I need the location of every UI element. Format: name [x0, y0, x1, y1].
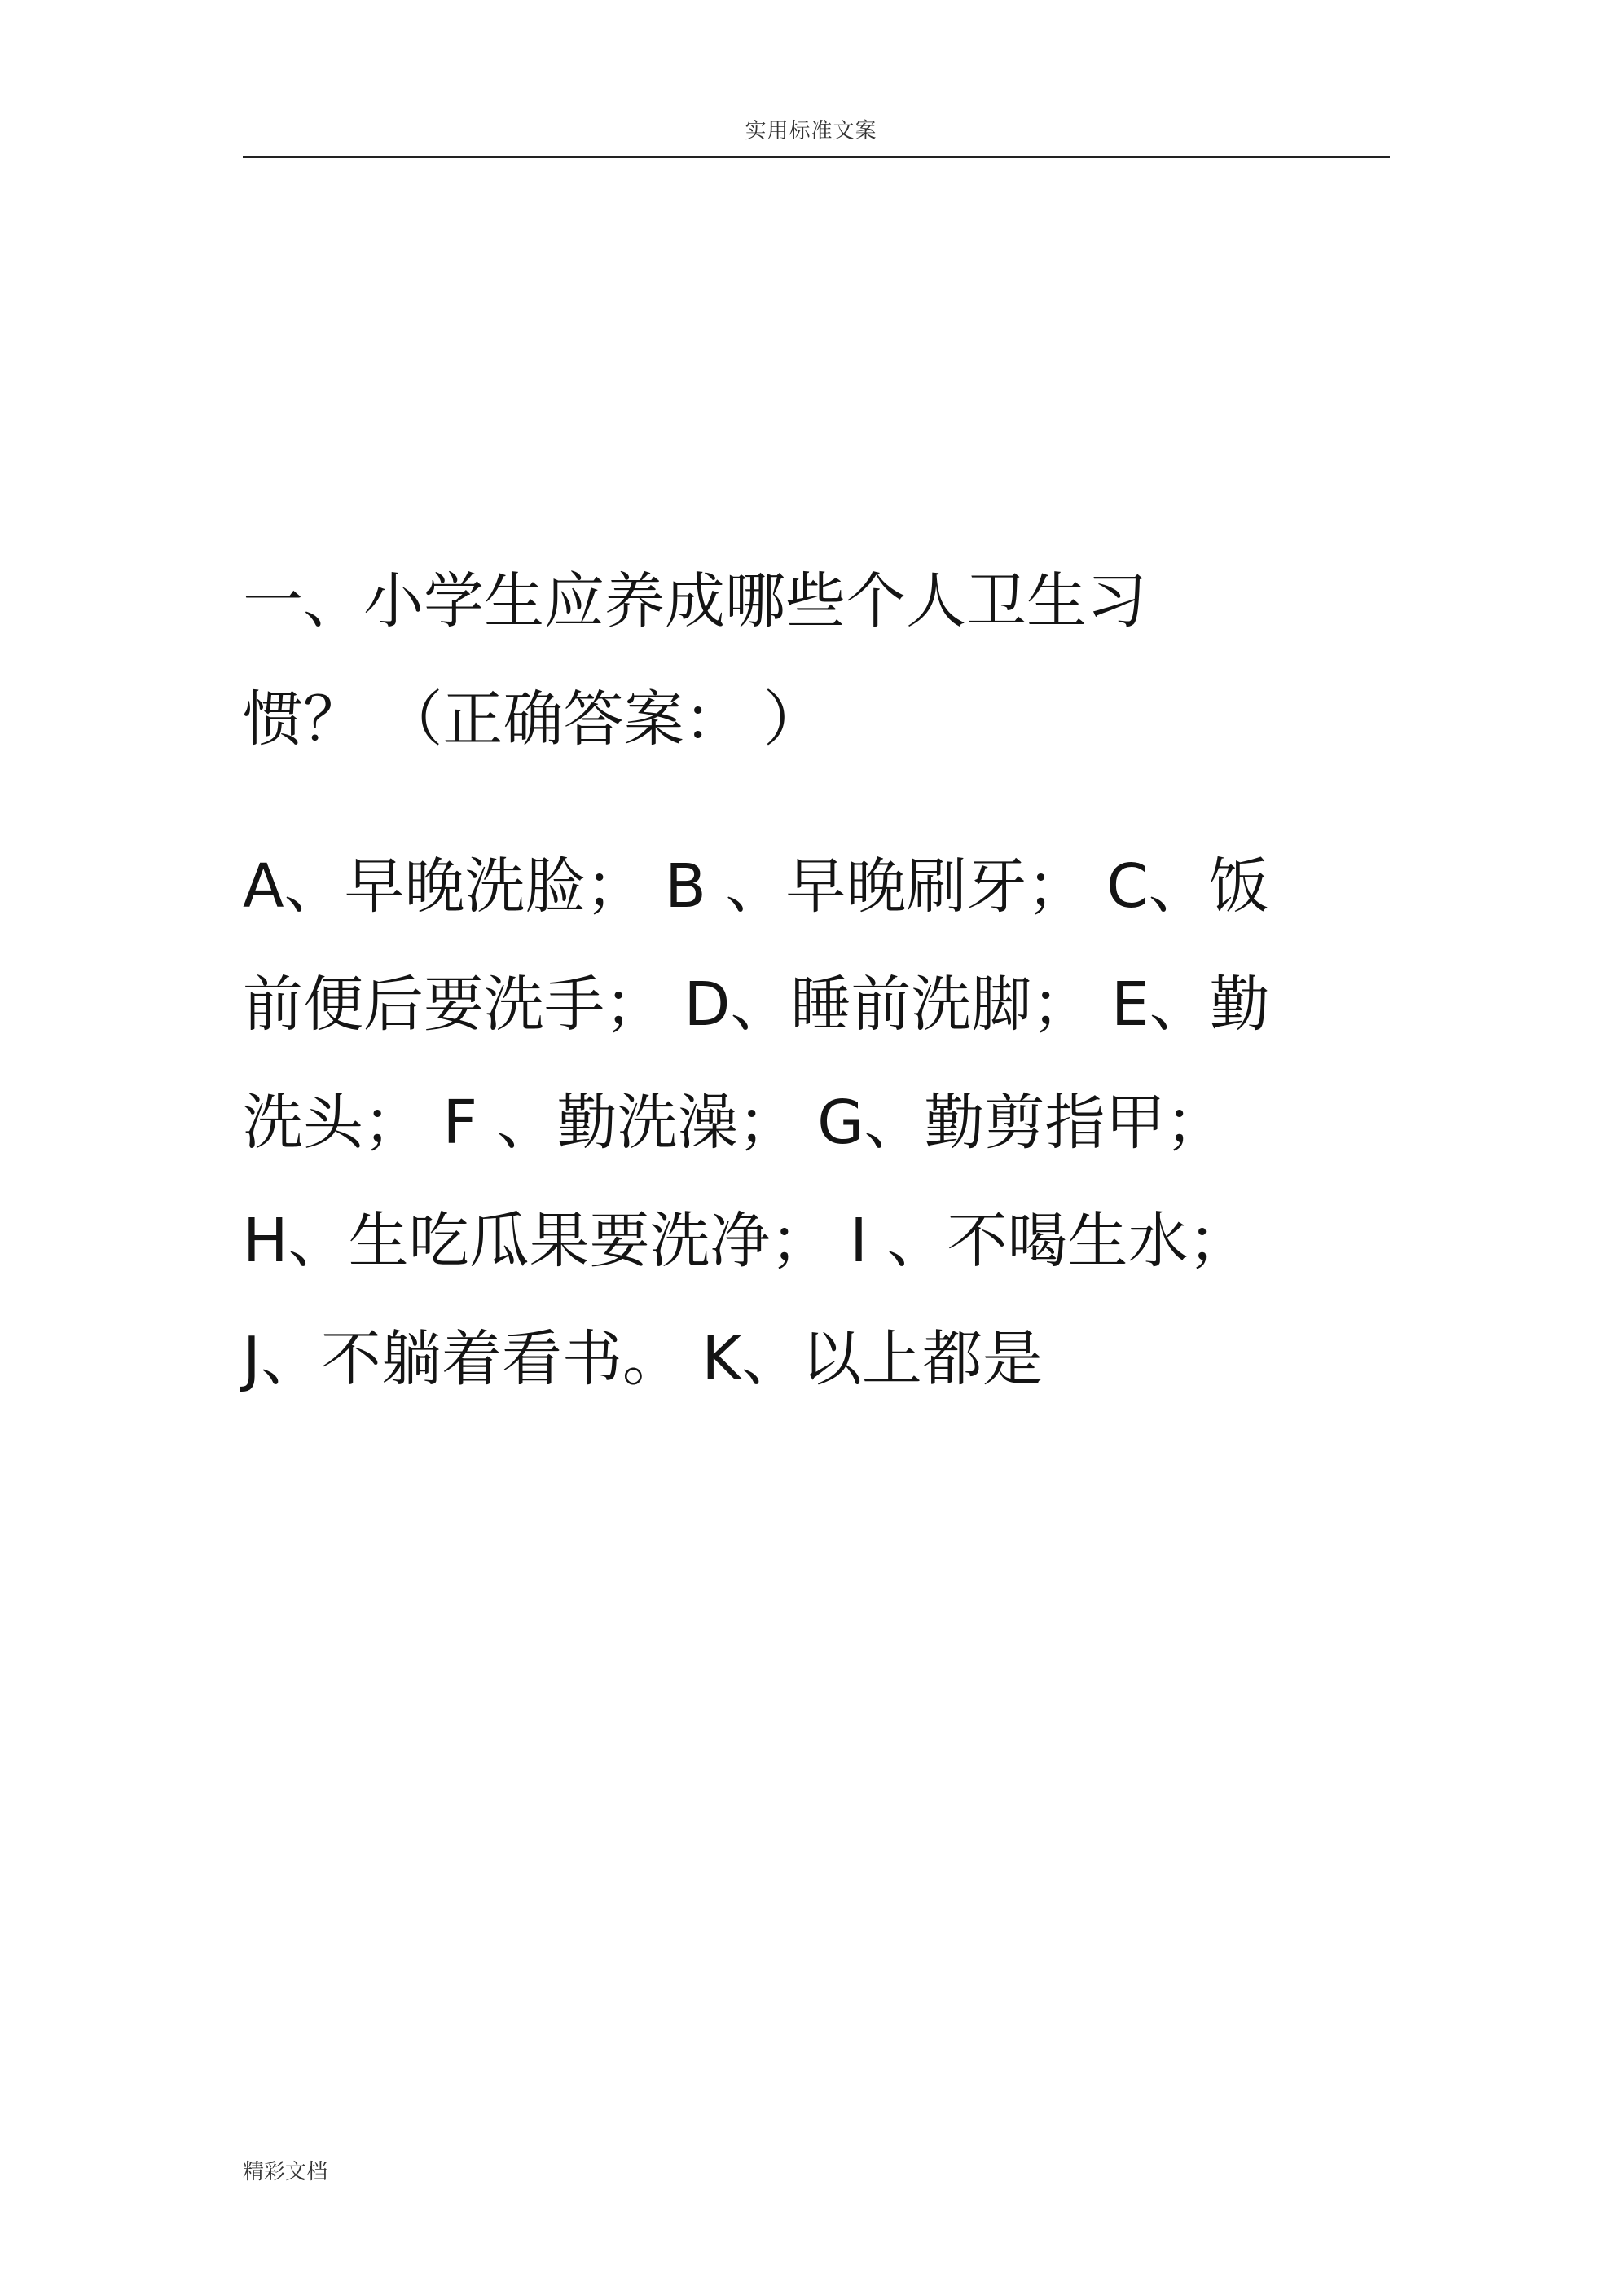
option-line: H、生吃瓜果要洗净； I 、不喝生水； — [243, 1206, 1249, 1276]
option-line: 洗头； F 、勤洗澡； G、勤剪指甲； — [243, 1088, 1226, 1158]
question-line: 惯？ （正确答案： ） — [243, 684, 824, 754]
option-line: J、不躺着看书。 K、以上都是 — [243, 1324, 1043, 1394]
page-header — [0, 0, 1622, 163]
question-block — [243, 562, 1400, 798]
option-line: 前便后要洗手； D、睡前洗脚； E、勤 — [243, 970, 1270, 1040]
header-divider — [243, 156, 1390, 158]
page-footer: 精彩文档 — [243, 2160, 328, 2184]
header-title: 实用标准文案 — [745, 119, 877, 143]
document-body — [243, 562, 1400, 1438]
option-line: A、早晚洗脸； B 、早晚刷牙； C、饭 — [243, 851, 1269, 921]
options-block — [243, 847, 1400, 1438]
question-line: 一、小学生应养成哪些个人卫生习 — [243, 566, 1147, 636]
